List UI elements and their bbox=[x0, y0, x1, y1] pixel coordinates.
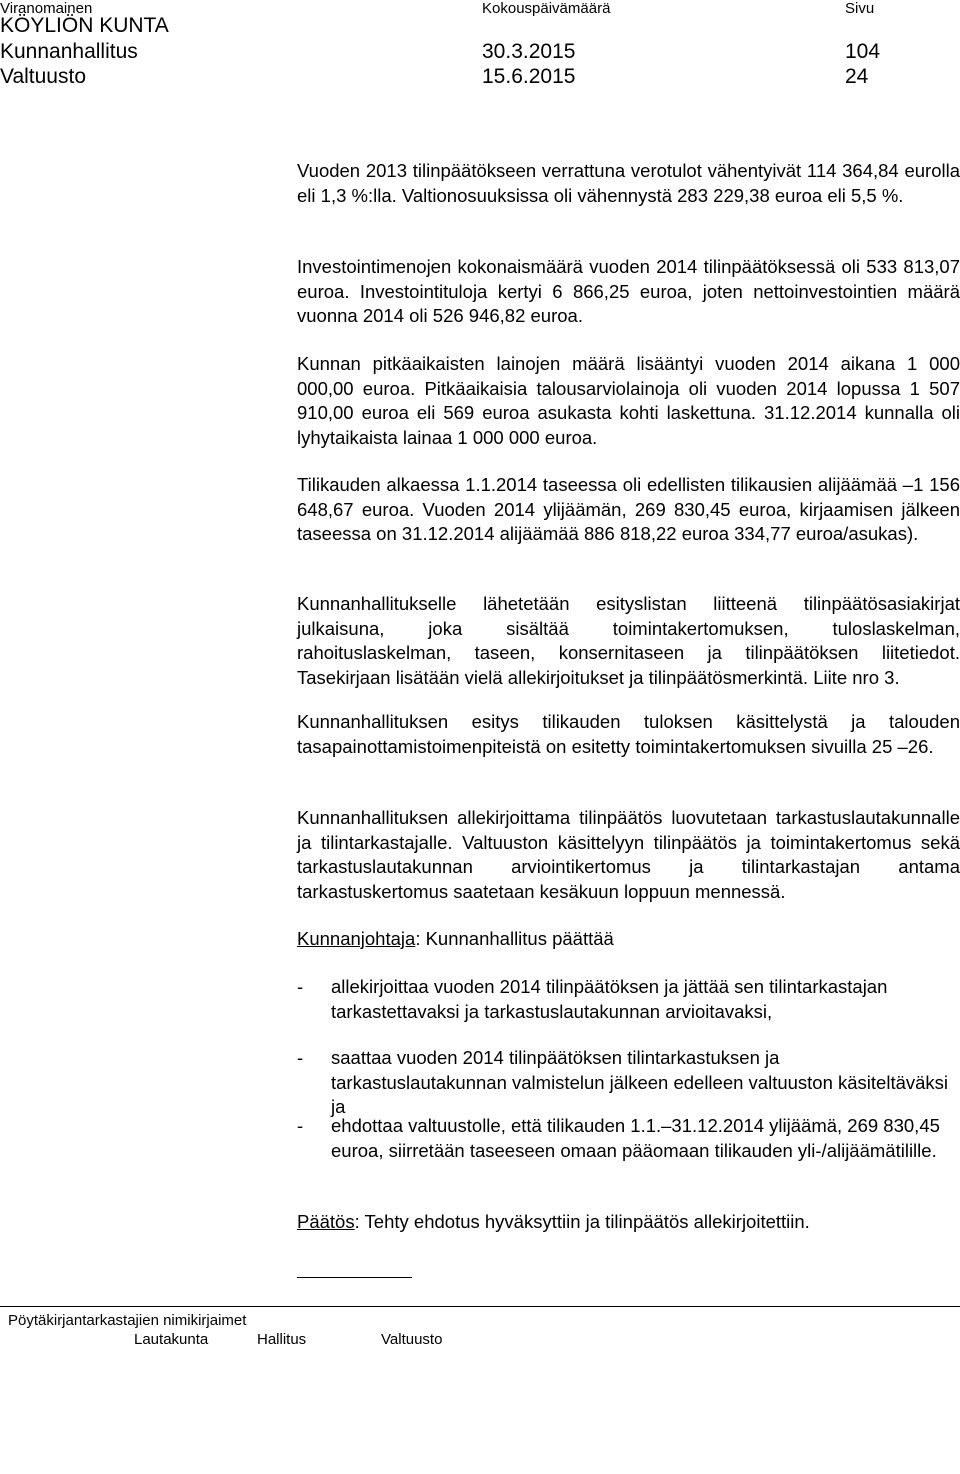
list-dash: - bbox=[297, 976, 304, 997]
header-body-1: Kunnanhallitus bbox=[0, 40, 138, 63]
header-page-1: 104 bbox=[845, 40, 881, 63]
decision-line bbox=[297, 1210, 960, 1235]
footer-divider bbox=[0, 1306, 960, 1307]
header-page-2: 24 bbox=[845, 65, 869, 88]
footer-col-board: Lautakunta bbox=[134, 1331, 209, 1348]
header-date-2: 15.6.2015 bbox=[482, 65, 576, 88]
paragraph-text: Kunnanhallituksen allekirjoittama tilinpäätös luovutetaan tarkastuslautakunnalle ja tilintarkastajalle. Valtuuston käsittelyyn tilinpäätös ja toimintakertomus sekä tarkastuslautakunnan arviointikertomus ja tilintarkastajan antama tarkastuskertomus saatetaan kesäkuun loppuun mennessä. bbox=[297, 807, 960, 902]
decision-separator: : bbox=[354, 1211, 360, 1232]
paragraph-financial-statements bbox=[297, 592, 960, 690]
paragraph-deficit bbox=[297, 473, 960, 547]
list-item-text: ehdottaa valtuustolle, että tilikauden 1.1.–31.12.2014 ylijäämä, 269 830,45 euroa, siirretään taseeseen omaan pääomaan tilikauden yli-/alijäämätilille. bbox=[331, 1115, 940, 1161]
list-dash: - bbox=[297, 1115, 304, 1136]
list-item-text: allekirjoittaa vuoden 2014 tilinpäätöksen ja jättää sen tilintarkastajan tarkastettavaksi ja tarkastuslautakunnan arvioitavaksi, bbox=[331, 976, 888, 1022]
decision-text: Tehty ehdotus hyväksyttiin ja tilinpäätös allekirjoitettiin. bbox=[359, 1211, 810, 1232]
paragraph-text: Vuoden 2013 tilinpäätökseen verrattuna verotulot vähentyivät 114 364,84 eurolla eli 1,3 %:lla. Valtionosuuksissa oli vähennystä 283 229,38 euroa eli 5,5 %. bbox=[297, 160, 960, 206]
paragraph-loans bbox=[297, 352, 960, 450]
list-dash: - bbox=[297, 1047, 304, 1068]
header-date-1: 30.3.2015 bbox=[482, 40, 576, 63]
paragraph-text: Kunnan pitkäaikaisten lainojen määrä lisääntyi vuoden 2014 aikana 1 000 000,00 euroa. Pitkäaikaisia talousarviolainoja oli vuoden 2014 lopussa 1 507 910,00 euroa eli 569 euroa asukasta kohti laskettuna. 31.12.2014 kunnalla oli lyhytaikaista lainaa 1 000 000 euroa. bbox=[297, 353, 960, 448]
proposal-line bbox=[297, 927, 960, 952]
signature-divider bbox=[297, 1277, 412, 1278]
list-item-text: saattaa vuoden 2014 tilinpäätöksen tilintarkastuksen ja tarkastuslautakunnan valmistelun jälkeen edelleen valtuuston käsiteltäväksi ja bbox=[331, 1047, 949, 1117]
paragraph-investments bbox=[297, 255, 960, 329]
header-authority-label: Viranomainen bbox=[0, 0, 93, 17]
paragraph-balancing-measures bbox=[297, 710, 960, 759]
decision-label: Päätös bbox=[297, 1211, 355, 1232]
header-meeting-date-label: Kokouspäivämäärä bbox=[482, 0, 611, 17]
list-item bbox=[297, 975, 960, 1024]
header-body-2: Valtuusto bbox=[0, 65, 86, 88]
proposal-separator: : bbox=[415, 928, 421, 949]
paragraph-text: Investointimenojen kokonaismäärä vuoden 2014 tilinpäätöksessä oli 533 813,07 euroa. Investointituloja kertyi 6 866,25 euroa, joten nettoinvestointien määrä vuonna 2014 oli 526 946,82 euroa. bbox=[297, 256, 960, 326]
list-item bbox=[297, 1114, 960, 1163]
org-name: KÖYLIÖN KUNTA bbox=[0, 14, 169, 37]
proposal-text: Kunnanhallitus päättää bbox=[420, 928, 614, 949]
footer-title: Pöytäkirjantarkastajien nimikirjaimet bbox=[8, 1312, 247, 1329]
proposal-label: Kunnanjohtaja bbox=[297, 928, 416, 949]
paragraph-audit-handover bbox=[297, 806, 960, 904]
paragraph-text: Tilikauden alkaessa 1.1.2014 taseessa oli edellisten tilikausien alijäämää –1 156 648,67 euroa. Vuoden 2014 ylijäämän, 269 830,45 euroa, kirjaamisen jälkeen taseessa on 31.12.2014 alijäämää 886 818,22 euroa 334,77 euroa/asukas). bbox=[297, 474, 960, 544]
header-page-label: Sivu bbox=[845, 0, 875, 17]
paragraph-text: Kunnanhallitukselle lähetetään esityslistan liitteenä tilinpäätösasiakirjat julkaisuna, joka sisältää toimintakertomuksen, tuloslaskelman, rahoituslaskelman, taseen, konsernitaseen ja tilinpäätöksen liitetiedot. Tasekirjaan lisätään vielä allekirjoitukset ja tilinpäätösmerkintä. Liite nro 3. bbox=[297, 593, 960, 688]
list-item bbox=[297, 1046, 960, 1120]
footer-col-council: Valtuusto bbox=[381, 1331, 443, 1348]
paragraph-text: Kunnanhallituksen esitys tilikauden tuloksen käsittelystä ja talouden tasapainottamistoimenpiteistä on esitetty toimintakertomuksen sivuilla 25 –26. bbox=[297, 711, 960, 757]
paragraph-tax-revenue bbox=[297, 159, 960, 208]
footer-col-government: Hallitus bbox=[257, 1331, 307, 1348]
